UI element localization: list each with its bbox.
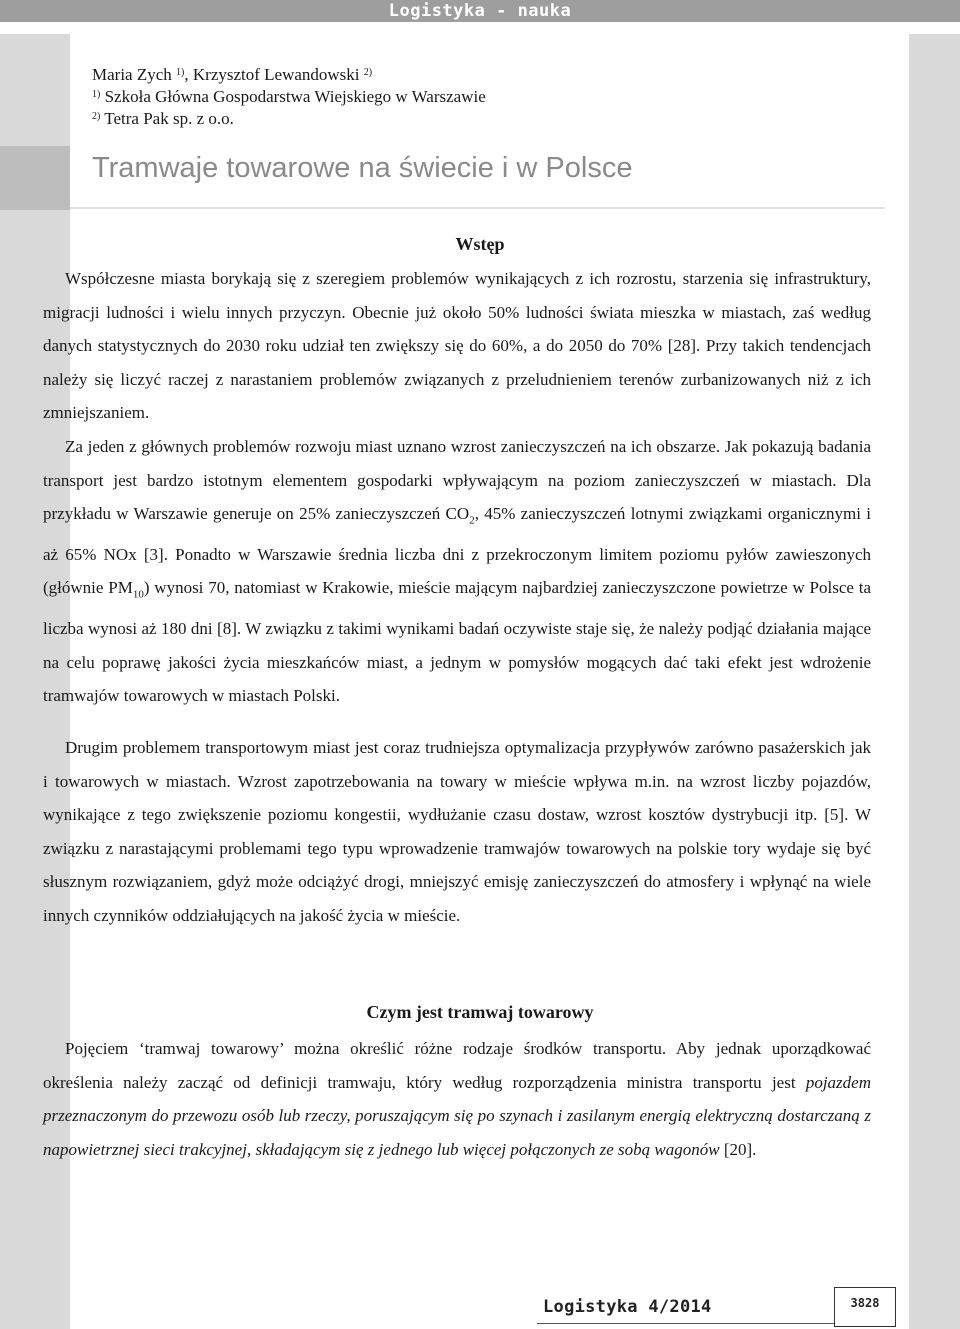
journal-header-bar [0,0,960,22]
article-title: Tramwaje towarowe na świecie i w Polsce [92,152,633,184]
title-accent-block [0,146,70,210]
affiliation-2 [92,108,486,130]
pm10-subscript: 10 [132,588,144,601]
right-margin-band [909,34,960,1329]
paragraph-2-text-b: , 45% zanieczyszczeń lotnymi związkami organicznymi i aż 65% NOx [3]. Ponadto w Warszawie średnia liczba dni z przekroczonym limitem poziomu pyłów zawieszonych (głównie PM [43,504,872,598]
section-heading-definition: Czym jest tramwaj towarowy [366,1002,594,1022]
definition-quote: pojazdem przeznaczonym do przewozu osób lub rzeczy, poruszającym się po szynach i zasilanym energią elektryczną dostarczaną z napowietrznej sieci trakcyjnej, składającym się z jednego lub więcej połączonych ze sobą wagonów [43,1072,871,1159]
author-2: , Krzysztof Lewandowski [184,65,360,84]
paragraph-2 [43,430,871,713]
paragraph-3-text: Drugim problemem transportowym miast jest coraz trudniejsza optymalizacja przypływów zarówno pasażerskich jak i towarowych w miastach. Wzrost zapotrzebowania na towary w mieście wpływa m.in. na wzrost liczby pojazdów, wynikające z tego zwiększenie poziomu kongestii, wydłużanie czasu dostaw, wzrost kosztów dystrybucji itp. [5]. W związku z narastającymi problemami tego typu wprowadzenie tramwajów towarowych na polskie tory wydaje się być słusznym rozwiązaniem, gdyż może odciążyć drogi, mniejszyć emisję zanieczyszczeń do atmosfery i wpłynąć na wiele innych czynników oddziałujących na jakość życia w mieście. [43,738,871,925]
section-heading-intro: Wstęp [455,234,505,254]
co2-subscript: 2 [469,514,475,527]
paragraph-4-text-a: Pojęciem ‘tramwaj towarowy’ można określić różne rodzaje środków transportu. Aby jednak uporządkować określenia należy zacząć od definicji tramwaju, który według rozporządzenia ministra transportu jest [43,1039,871,1092]
paragraph-1-text: Współczesne miasta borykają się z szeregiem problemów wynikających z ich rozrostu, starzenia się infrastruktury, migracji ludności i wielu innych przyczyn. Obecnie już około 50% ludności świata mieszka w miastach, zaś według danych statystycznych do 2030 roku udział ten zwiększy się do 60%, a do 2050 do 70% [28]. Przy takich tendencjach należy się liczyć raczej z narastaniem problemów związanych z przeludnieniem terenów zurbanizowanych niż z ich zmniejszaniem. [43,269,871,422]
affiliation-1-text: Szkoła Główna Gospodarstwa Wiejskiego w Warszawie [104,87,486,106]
paragraph-2-text-a: Za jeden z głównych problemów rozwoju miast uznano wzrost zanieczyszczeń na ich obszarze. Jak pokazują badania transport jest bardzo istotnym elementem gospodarki wpływającym na poziom zanieczyszczeń w miastach. Dla przykładu w Warszawie generuje on 25% zanieczyszczeń CO [43,437,871,523]
affiliation-2-text: Tetra Pak sp. z o.o. [104,109,234,128]
paragraph-4-text-b: [20]. [719,1139,757,1159]
affiliation-mark-1: 1) [176,67,185,78]
affiliation-2-mark: 2) [92,111,101,122]
footer-divider [537,1323,834,1324]
author-block [92,64,486,130]
author-1: Maria Zych [92,65,172,84]
paragraph-2-text-c: ) wynosi 70, natomiast w Krakowie, mieście mającym najbardziej zanieczyszczone powietrze w Polsce ta liczba wynosi aż 180 dni [8]. W związku z takimi wynikami badań oczywiste staje się, że należy podjąć działania mające na celu poprawę jakości życia mieszkańców miast, a jednym w pomysłów mogących dać taki efekt jest wdrożenie tramwajów towarowych w miastach Polski. [43,578,871,706]
page-number-box [834,1287,896,1327]
paragraph-1 [43,262,871,430]
affiliation-mark-2: 2) [363,67,373,78]
paragraph-4 [43,1032,871,1166]
affiliation-1 [92,86,486,108]
title-divider [70,207,885,209]
page-number: 3828 [850,1296,880,1310]
affiliation-1-mark: 1) [92,89,101,100]
author-names [92,64,486,86]
footer-journal-issue: Logistyka 4/2014 [543,1297,712,1317]
journal-header-title: Logistyka - nauka [388,1,572,21]
paragraph-3 [43,731,871,932]
